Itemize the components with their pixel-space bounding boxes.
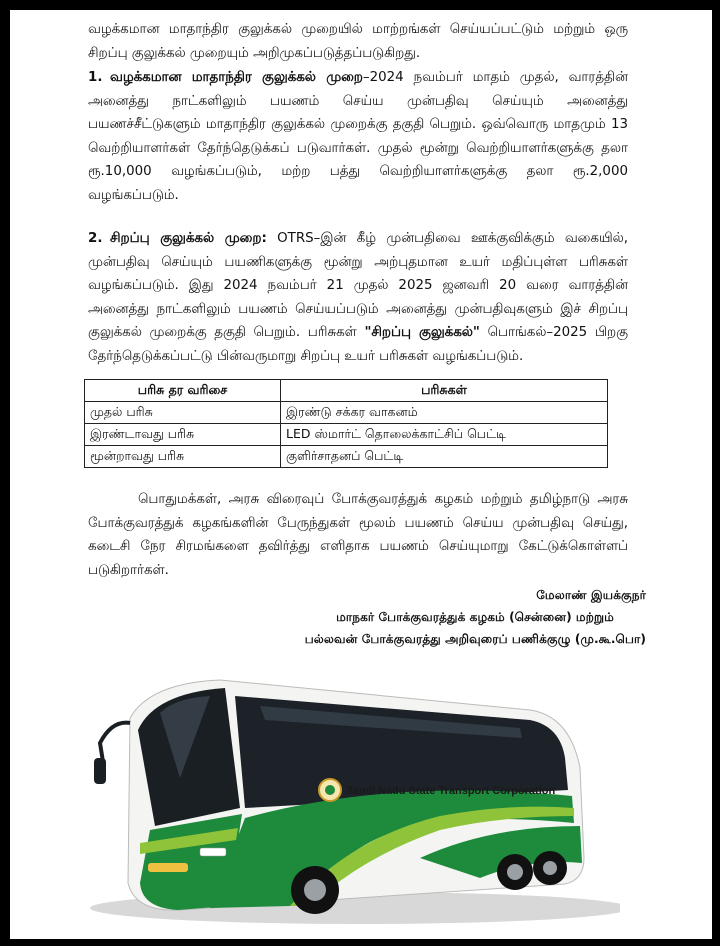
bus-image xyxy=(60,658,620,936)
column-header-prizes: பரிசுகள் xyxy=(281,380,608,402)
signature-title: மேலாண் இயக்குநர் xyxy=(536,588,646,602)
table-row xyxy=(85,402,608,424)
prize-rank-cell: இரண்டாவது பரிசு xyxy=(85,424,281,446)
table-row xyxy=(85,424,608,446)
prize-table xyxy=(84,379,608,468)
special-draw-highlight: "சிறப்பு குலுக்கல்" xyxy=(364,325,480,341)
section-number: 1. xyxy=(88,70,103,85)
section-body: OTRS–இன் கீழ் முன்பதிவை ஊக்குவிக்கும் வகையில், முன்பதிவு செய்யும் பயணிகளுக்கு மூன்று அற்புதமான உயர் மதிப்புள்ள பரிசுகள் வழங்கப்படும். இது 2024 நவம்பர் 21 முதல் 2025 ஜனவரி 20 வரை வாரத்தின் அனைத்து நாட்களிலும் பயணம் செய்யப்படும் அனைத்து முன்பதிவுகளும் இச் சிறப்பு குலுக்கல் முறைக்கு தகுதி பெறும். பரிசுகள் xyxy=(88,231,628,341)
section-body-end: பொங்கல்–2025 பிறகு தேர்ந்தெடுக்கப்பட்டு பின்வருமாறு சிறப்பு உயர் பரிசுகள் வழங்கப்படும். xyxy=(88,325,628,364)
prize-rank-cell: மூன்றாவது பரிசு xyxy=(85,446,281,468)
section-number: 2. xyxy=(88,231,103,246)
document-page xyxy=(10,10,712,939)
signature-org-line-2: பல்லவன் போக்குவரத்து அறிவுரைப் பணிக்குழு (மு.கூ.பொ) xyxy=(304,632,646,646)
public-appeal-paragraph: பொதுமக்கள், அரசு விரைவுப் போக்குவரத்துக் கழகம் மற்றும் தமிழ்நாடு அரசு போக்குவரத்துக் கழகங்களின் பேருந்துகள் மூலம் பயணம் செய்ய முன்பதிவு செய்து, கடைசி நேர சிரமங்களை தவிர்த்து எளிதாக பயணம் செய்யுமாறு கேட்டுக்கொள்ளப் படுகிறார்கள். xyxy=(88,492,628,578)
column-header-rank: பரிசு தர வரிசை xyxy=(85,380,281,402)
intro-paragraph: வழக்கமான மாதாந்திர குலுக்கல் முறையில் மாற்றங்கள் செய்யப்பட்டும் மற்றும் ஒரு சிறப்பு குலுக்கல் முறையும் அறிமுகப்படுத்தப்படுகிறது. xyxy=(88,22,628,61)
bus-livery-text: Tamil Nadu State Transport Corporation xyxy=(347,785,556,797)
section-heading: சிறப்பு குலுக்கல் முறை: xyxy=(110,231,267,246)
section-special-draw xyxy=(88,227,628,369)
table-header-row xyxy=(85,380,608,402)
prize-rank-cell: முதல் பரிசு xyxy=(85,402,281,424)
section-body: –2024 நவம்பர் மாதம் முதல், வாரத்தின் அனைத்து நாட்களிலும் பயணம் செய்ய முன்பதிவு செய்யும் அனைத்து பயணச்சீட்டுகளும் மாதாந்திர குலுக்கல் முறைக்கு தகுதி பெறும். ஒவ்வொரு மாதமும் 13 வெற்றியாளர்கள் தேர்ந்தெடுக்கப் படுவார்கள். முதல் மூன்று வெற்றியாளர்களுக்கு தலா ரூ.10,000 வழங்கப்படும், மற்ற பத்து வெற்றியாளர்களுக்கு தலா ரூ.2,000 வழங்கப்படும். xyxy=(88,70,629,203)
signature-org-line: மாநகர் போக்குவரத்துக் கழகம் (சென்னை) மற்றும் xyxy=(336,610,614,624)
section-regular-draw xyxy=(88,66,628,208)
prize-cell: குளிர்சாதனப் பெட்டி xyxy=(281,446,608,468)
section-heading: வழக்கமான மாதாந்திர குலுக்கல் முறை xyxy=(110,70,363,85)
prize-cell: LED ஸ்மார்ட் தொலைக்காட்சிப் பெட்டி xyxy=(281,424,608,446)
table-row xyxy=(85,446,608,468)
prize-cell: இரண்டு சக்கர வாகனம் xyxy=(281,402,608,424)
